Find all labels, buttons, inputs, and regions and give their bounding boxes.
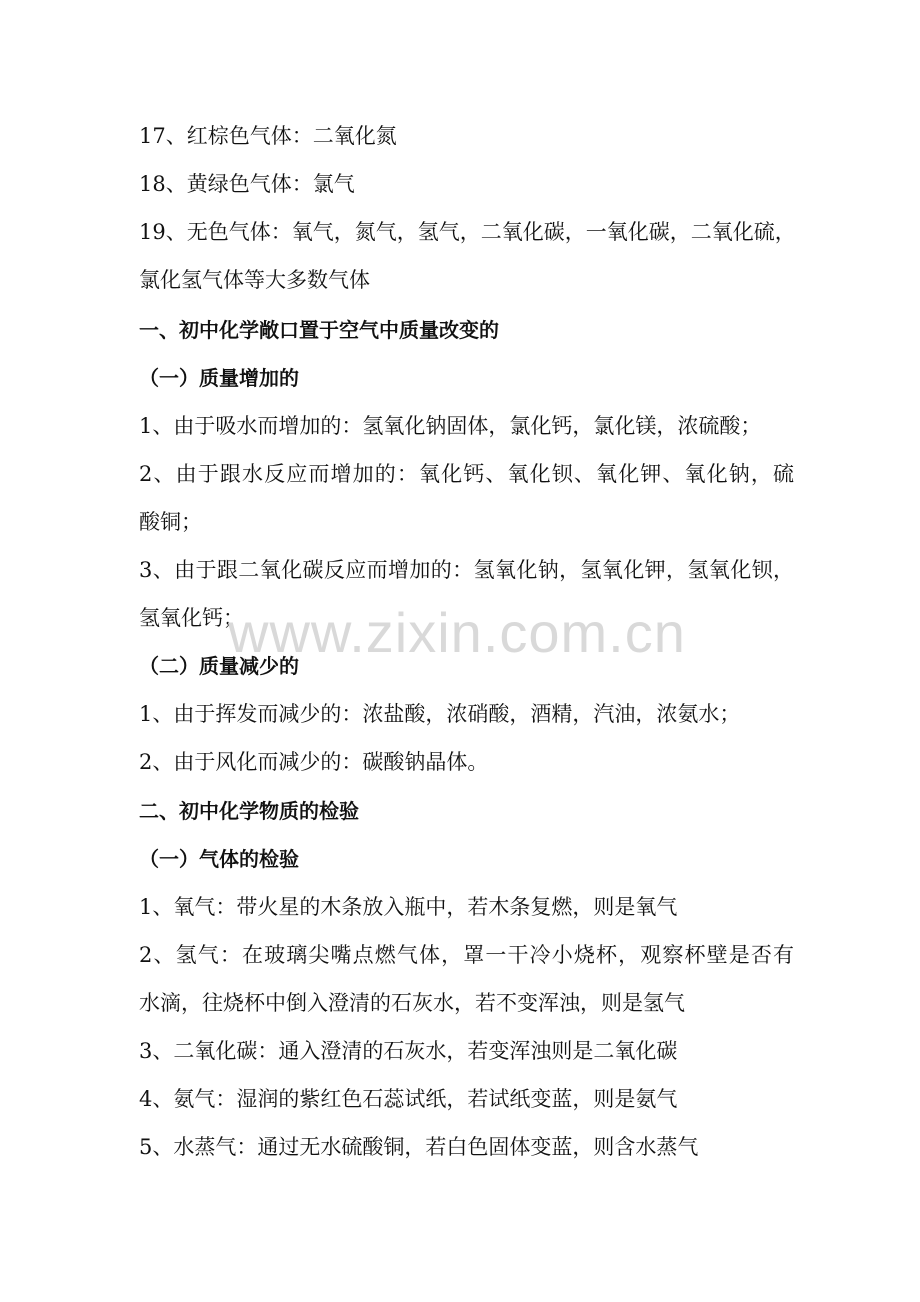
- text-line: 5、水蒸气：通过无水硫酸铜，若白色固体变蓝，则含水蒸气: [139, 1135, 699, 1159]
- text-line: 4、氨气：湿润的紫红色石蕊试纸，若试纸变蓝，则是氨气: [139, 1087, 678, 1111]
- text-line: 酸铜；: [139, 510, 202, 534]
- text-line: 18、黄绿色气体：氯气: [139, 172, 355, 196]
- section-heading: 二、初中化学物质的检验: [139, 799, 359, 823]
- text-line: 2、由于风化而减少的：碳酸钠晶体。: [139, 750, 489, 774]
- text-line: 2、由于跟水反应而增加的：氧化钙、氧化钡、氧化钾、氧化钠，硫: [139, 462, 794, 486]
- text-line: 1、由于挥发而减少的：浓盐酸，浓硝酸，酒精，汽油，浓氨水；: [139, 702, 741, 726]
- section-heading: 一、初中化学敞口置于空气中质量改变的: [139, 318, 499, 342]
- text-line: 2、氢气：在玻璃尖嘴点燃气体，罩一干冷小烧杯，观察杯壁是否有: [139, 943, 794, 967]
- text-line: 1、由于吸水而增加的：氢氧化钠固体，氯化钙，氯化镁，浓硫酸；: [139, 414, 762, 438]
- text-line: 3、二氧化碳：通入澄清的石灰水，若变浑浊则是二氧化碳: [139, 1039, 678, 1063]
- text-line: 17、红棕色气体：二氧化氮: [139, 124, 397, 148]
- text-line: 3、由于跟二氧化碳反应而增加的：氢氧化钠，氢氧化钾，氢氧化钡，: [139, 558, 794, 582]
- subsection-heading: （一）气体的检验: [139, 847, 299, 871]
- watermark: www.zixin.com.cn: [228, 601, 686, 664]
- text-line: 19、无色气体：氧气，氮气，氢气，二氧化碳，一氧化碳，二氧化硫，: [139, 220, 796, 244]
- text-line: 氢氧化钙；: [139, 606, 244, 630]
- text-line: 水滴，往烧杯中倒入澄清的石灰水，若不变浑浊，则是氢气: [139, 991, 685, 1015]
- subsection-heading: （二）质量减少的: [139, 654, 299, 678]
- text-line: 氯化氢气体等大多数气体: [139, 268, 370, 292]
- text-line: 1、氧气：带火星的木条放入瓶中，若木条复燃，则是氧气: [139, 895, 678, 919]
- subsection-heading: （一）质量增加的: [139, 366, 299, 390]
